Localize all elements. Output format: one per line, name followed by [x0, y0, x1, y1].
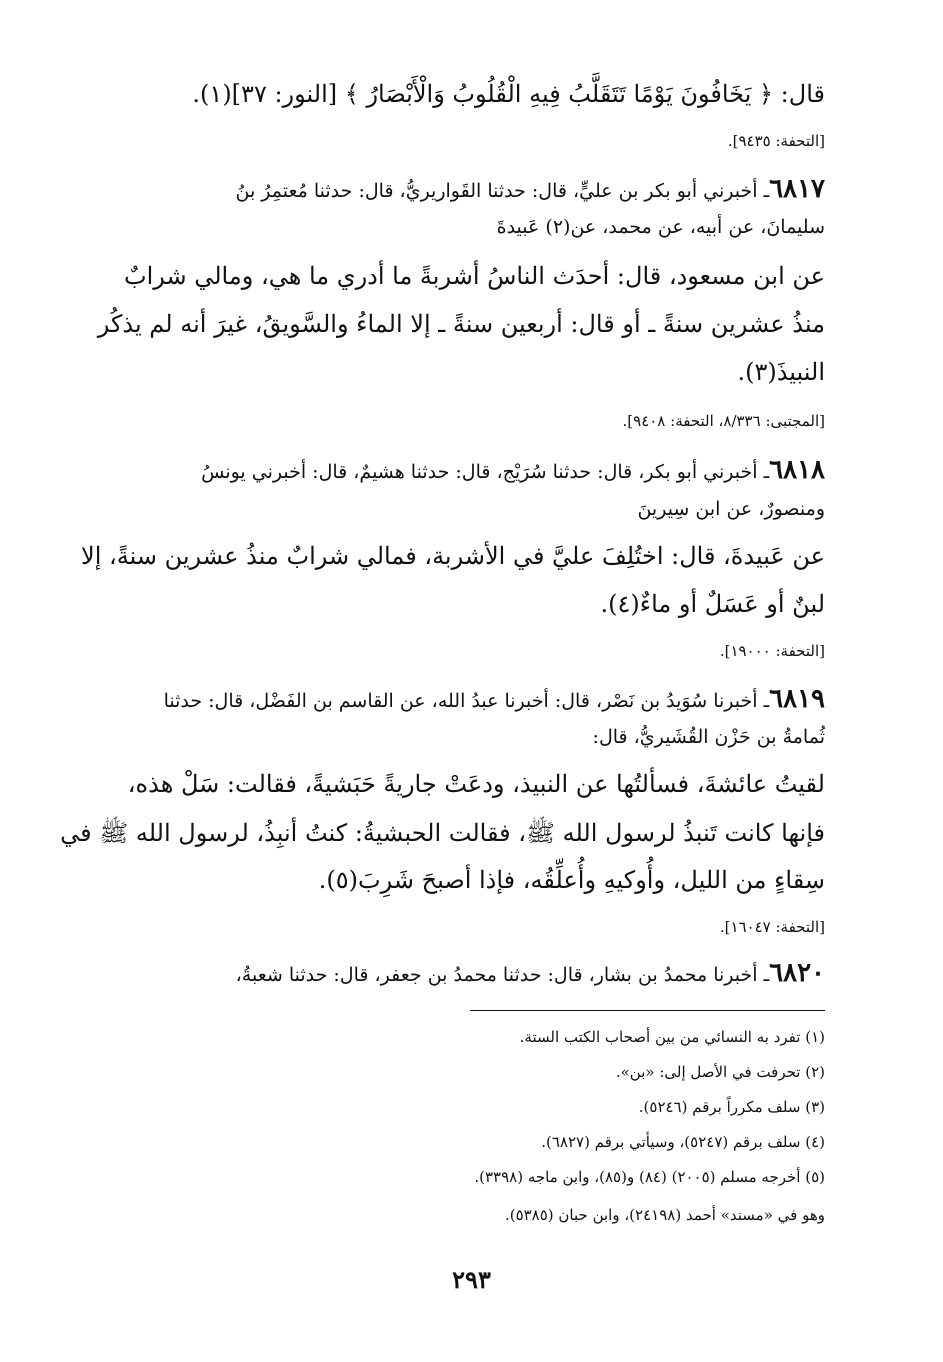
- hadith-chain-line: ثُمامةُ بن حَزْن القُشَيريُّ، قال:: [592, 726, 825, 748]
- hadith-chain: ـ أخبرنا محمدُ بن بشار، قال: حدثنا محمدُ بن جعفر، قال: حدثنا شعبةُ،: [235, 964, 770, 986]
- footnote-separator: [470, 1010, 825, 1011]
- reference: [المجتبى: ٨/٣٣٦، التحفة: ٩٤٠٨].: [622, 412, 825, 430]
- footnote: (٤) سلف برقم (٥٢٤٧)، وسيأتي برقم (٦٨٢٧).: [541, 1133, 825, 1151]
- hadith-chain-line: [118, 684, 825, 714]
- hadith-chain: ـ أخبرني أبو بكر بن عليٍّ، قال: حدثنا القَواريريُّ، قال: حدثنا مُعتمِرُ بنُ: [235, 180, 770, 202]
- hadith-text-line: منذُ عشرين سنةً ـ أو قال: أربعين سنةً ـ إلا الماءُ والسَّويقُ، غيرَ أنه لم يذكُر: [97, 310, 825, 338]
- hadith-number: ٦٨١٧: [769, 174, 825, 204]
- hadith-text-line: النبيذَ(٣).: [737, 358, 825, 386]
- footnote: (١) تفرد به النسائي من بين أصحاب الكتب الستة.: [519, 1028, 825, 1046]
- hadith-text-line: سِقاءٍ من الليل، وأُوكيهِ وأُعلِّقُه، فإذا أصبحَ شَرِبَ(٥).: [318, 866, 825, 894]
- hadith-chain: ـ أخبرنا سُوَيدُ بن نَصْر، قال: أخبرنا عبدُ الله، عن القاسم بن الفَضْل، قال: حدثنا: [163, 690, 770, 712]
- hadith-chain-line: [118, 958, 825, 988]
- hadith-chain-line: ومنصورٌ، عن ابن سِيرينَ: [637, 498, 825, 520]
- hadith-text-line: عن عَبيدةَ، قال: اختُلِفَ عليَّ في الأشربة، فمالي شرابٌ منذُ عشرين سنةً، إلا: [81, 542, 825, 570]
- hadith-chain-line: [118, 174, 825, 204]
- hadith-text-line: فإنها كانت تَنبذُ لرسول الله ﷺ، فقالت الحبشيةُ: كنتُ أنبِذُ، لرسول الله ﷺ في: [60, 819, 825, 847]
- hadith-number: ٦٨٢٠: [769, 958, 825, 988]
- footnote: (٢) تحرفت في الأصل إلى: «بن».: [615, 1063, 825, 1081]
- footnote: (٣) سلف مكرراً برقم (٥٢٤٦).: [638, 1098, 825, 1116]
- hadith-chain: ـ أخبرني أبو بكر، قال: حدثنا سُرَيْج، قال: حدثنا هشيمٌ، قال: أخبرني يونسُ: [201, 461, 770, 483]
- reference: [التحفة: ٩٤٣٥].: [727, 132, 825, 150]
- hadith-text-line: عن ابن مسعود، قال: أحدَث الناسُ أشربةً ما أدري ما هي، ومالي شرابٌ: [124, 262, 825, 290]
- reference: [التحفة: ١٩٠٠٠].: [719, 642, 825, 660]
- footnote: وهو في «مسند» أحمد (٢٤١٩٨)، وابن حبان (٥٣٨٥).: [504, 1206, 825, 1224]
- reference: [التحفة: ١٦٠٤٧].: [719, 918, 825, 936]
- hadith-number: ٦٨١٩: [769, 684, 825, 714]
- hadith-text-line: لقيتُ عائشةَ، فسألتُها عن النبيذ، ودعَتْ جاريةً حَبَشيةً، فقالت: سَلْ هذه،: [127, 770, 825, 798]
- footnote: (٥) أخرجه مسلم (٢٠٠٥) (٨٤) و(٨٥)، وابن ماجه (٣٣٩٨).: [474, 1168, 825, 1186]
- page-number: ٢٩٣: [452, 1265, 491, 1294]
- hadith-chain-line: [118, 455, 825, 485]
- hadith-text-line: لبنٌ أو عَسَلٌ أو ماءٌ(٤).: [600, 590, 825, 618]
- quran-quote-line: قال: ﴿ يَخَافُونَ يَوْمًا تَتَقَلَّبُ فِيهِ الْقُلُوبُ وَالْأَبْصَارُ ﴾ [النور: ٣٧](١).: [192, 80, 825, 108]
- hadith-number: ٦٨١٨: [769, 455, 825, 485]
- hadith-chain-line: سليمانَ، عن أبيه، عن محمد، عن(٢) عَبيدةَ: [496, 216, 825, 238]
